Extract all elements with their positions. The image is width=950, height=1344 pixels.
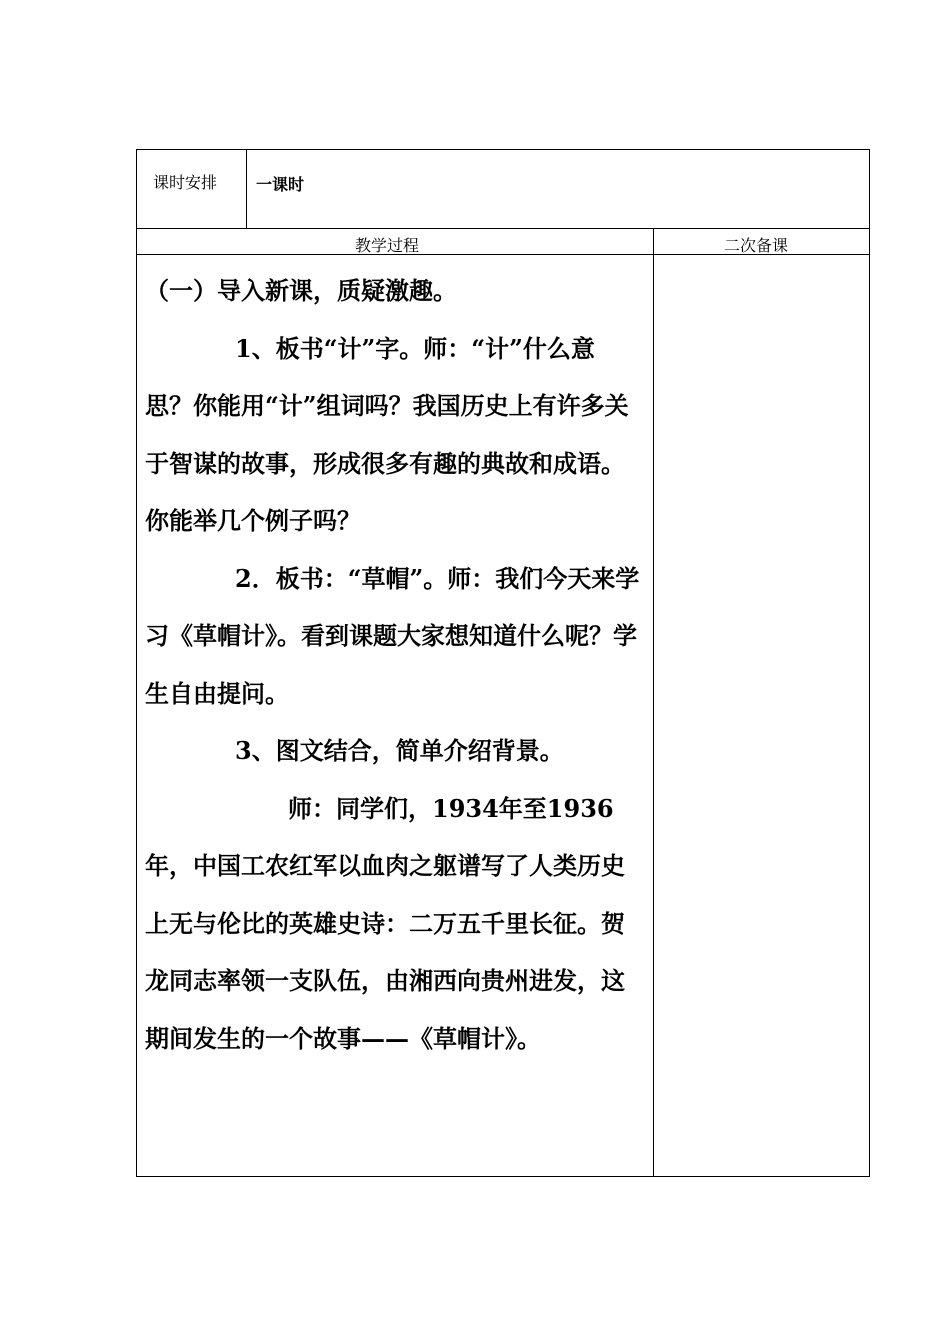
schedule-value: 一课时 — [256, 175, 305, 194]
content-paragraph-4: 3、图文结合，简单介绍背景。 — [235, 736, 564, 765]
content-paragraph-2: 1、板书“计”字。师：“计”什么意思？你能用“计”组词吗？我国历史上有许多关于智谋的故事，形成很多有趣的典故和成语。你能举几个例子吗？ — [145, 333, 629, 535]
table-border-bottom — [136, 1176, 870, 1177]
column-header-second-prep: 二次备课 — [724, 236, 789, 255]
content-paragraph-3: 2．板书：“草帽”。师：我们今天来学习《草帽计》。看到课题大家想知道什么呢？学生自由提问。 — [145, 563, 640, 708]
schedule-label: 课时安排 — [153, 173, 218, 192]
table-border-right — [869, 149, 870, 1177]
lesson-content — [145, 262, 640, 1067]
column-header-process: 教学过程 — [355, 236, 420, 255]
table-border-left — [136, 149, 137, 1177]
table-divider-label — [246, 149, 247, 229]
content-paragraph-5: 师：同学们，1934年至1936年，中国工农红军以血肉之躯谱写了人类历史上无与伦比的英雄史诗：二万五千里长征。贺龙同志率领一支队伍，由湘西向贵州进发，这期间发生的一个故事——《草帽计》。 — [145, 793, 625, 1053]
content-paragraph-1: （一）导入新课，质疑激趣。 — [145, 276, 457, 305]
table-divider-second-prep — [653, 228, 654, 1177]
